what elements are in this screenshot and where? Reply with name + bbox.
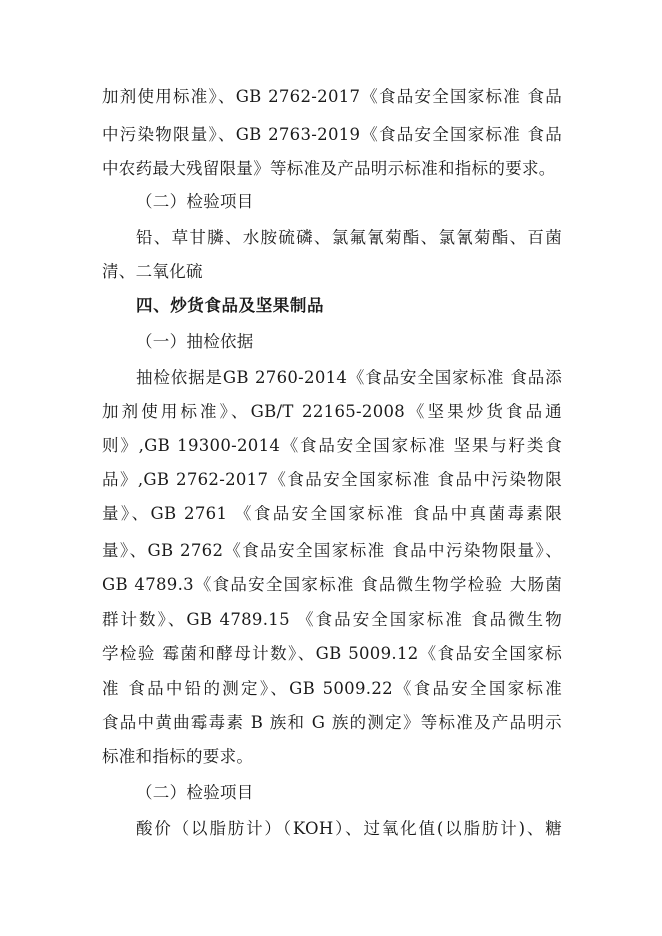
text-line-1: 加剂使用标准》、GB 2762-2017《食品安全国家标准 食品	[102, 87, 562, 106]
section-subheading-inspection-items-2: （二）检验项目	[136, 783, 254, 802]
text-line-11: 则》,GB 19300-2014《食品安全国家标准 坚果与籽类食	[102, 436, 562, 455]
text-line-22: 酸价（以脂肪计）（KOH）、过氧化值(以脂肪计)、糖	[136, 819, 562, 838]
text-line-12: 品》,GB 2762-2017《食品安全国家标准 食品中污染物限	[102, 470, 562, 489]
text-line-10: 加剂使用标准》、GB/T 22165-2008《坚果炒货食品通	[102, 402, 562, 421]
text-line-5: 铅、草甘膦、水胺硫磷、氯氟氰菊酯、氯氰菊酯、百菌	[136, 228, 562, 247]
text-line-9: 抽检依据是GB 2760-2014《食品安全国家标准 食品添	[136, 368, 562, 387]
section-subheading-inspection-items: （二）检验项目	[136, 192, 254, 211]
text-line-16: 群计数》、GB 4789.15 《食品安全国家标准 食品微生物	[102, 610, 562, 629]
text-line-18: 准 食品中铅的测定》、GB 5009.22《食品安全国家标准	[102, 679, 562, 698]
text-line-20: 标准和指标的要求。	[102, 747, 254, 766]
text-line-6: 清、二氧化硫	[102, 262, 203, 281]
text-line-17: 学检验 霉菌和酵母计数》、GB 5009.12《食品安全国家标	[102, 644, 562, 663]
text-line-14: 量》、GB 2762《食品安全国家标准 食品中污染物限量》、	[102, 541, 562, 560]
text-line-3: 中农药最大残留限量》等标准及产品明示标准和指标的要求。	[102, 159, 556, 178]
section-heading-roasted-nuts: 四、炒货食品及坚果制品	[136, 296, 325, 315]
text-line-15: GB 4789.3《食品安全国家标准 食品微生物学检验 大肠菌	[102, 575, 562, 594]
text-line-2: 中污染物限量》、GB 2763-2019《食品安全国家标准 食品	[102, 125, 562, 144]
section-subheading-basis: （一）抽检依据	[136, 332, 254, 351]
text-line-13: 量》、GB 2761 《食品安全国家标准 食品中真菌毒素限	[102, 504, 562, 523]
text-line-19: 食品中黄曲霉毒素 B 族和 G 族的测定》等标准及产品明示	[102, 713, 562, 732]
